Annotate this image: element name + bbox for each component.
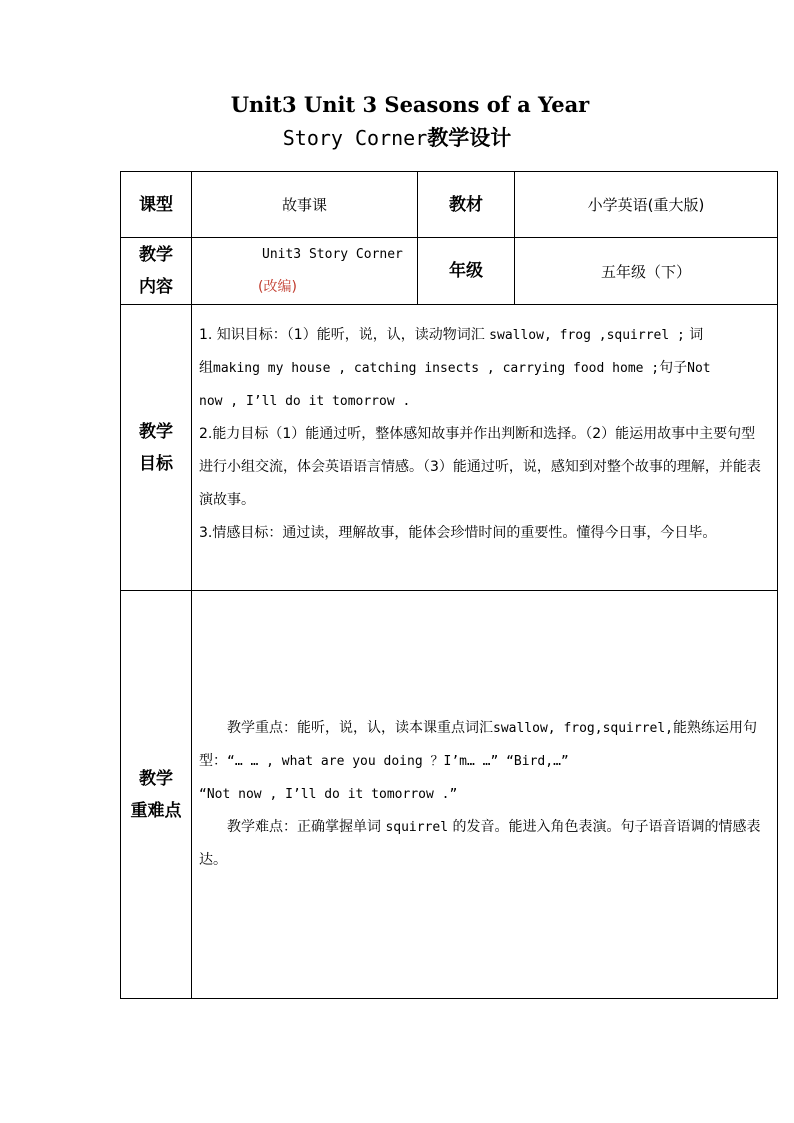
row-type-material	[121, 172, 778, 238]
goal-ability: 2.能力目标（1）能通过听，整体感知故事并作出判断和选择。（2）能运用故事中主要句型进行小组交流，体会英语语言情感。（3）能通过听，说，感知到对整个故事的理解，并能表演故事。	[199, 426, 761, 508]
value-grade: 五年级（下）	[515, 238, 778, 305]
label-content-line1: 教学	[139, 245, 173, 265]
label-keypoints-line2: 重难点	[130, 800, 182, 821]
lesson-plan-table	[120, 171, 778, 999]
label-content-line2: 内容	[139, 277, 173, 297]
value-content	[192, 238, 418, 305]
title-chinese: 教学设计	[427, 126, 512, 150]
row-content-grade	[121, 238, 778, 305]
label-material: 教材	[418, 172, 515, 238]
label-goals	[121, 305, 192, 591]
document-title-line2	[0, 122, 794, 152]
key-point: 教学重点：能听，说，认，读本课重点词汇swallow, frog,squirrel,能熟练运用句型：“… … , what are you doing ？I’m… …” “Bird,…” “Not now , I’ll do it tomorrow .”	[199, 720, 758, 802]
document-title-line1: Unit3 Unit 3 Seasons of a Year	[230, 92, 590, 117]
goals-content	[192, 305, 778, 591]
label-goals-line1: 教学	[139, 421, 173, 442]
goal-emotion: 3.情感目标：通过读，理解故事，能体会珍惜时间的重要性。懂得今日事，今日毕。	[199, 525, 717, 541]
value-content-title: Unit3 Story Corner	[262, 247, 403, 262]
value-content-note: (改编)	[258, 279, 297, 295]
label-type: 课型	[121, 172, 192, 238]
row-goals	[121, 305, 778, 591]
label-grade: 年级	[418, 238, 515, 305]
row-keypoints	[121, 591, 778, 999]
value-material: 小学英语(重大版)	[515, 172, 778, 238]
keypoints-content	[192, 591, 778, 999]
label-goals-line2: 目标	[139, 453, 173, 474]
goal-knowledge: 1. 知识目标：（1）能听，说，认，读动物词汇 swallow, frog ,squirrel ; 词 组making my house , catching insects , carrying food home ;句子Not now , I’ll do it tomorrow .	[199, 327, 711, 409]
label-keypoints	[121, 591, 192, 999]
title-english: Story Corner	[282, 126, 428, 150]
value-type: 故事课	[192, 172, 418, 238]
label-content	[121, 238, 192, 305]
difficult-point: 教学难点：正确掌握单词 squirrel 的发音。能进入角色表演。句子语音语调的情感表达。	[199, 819, 761, 868]
label-keypoints-line1: 教学	[139, 768, 173, 789]
